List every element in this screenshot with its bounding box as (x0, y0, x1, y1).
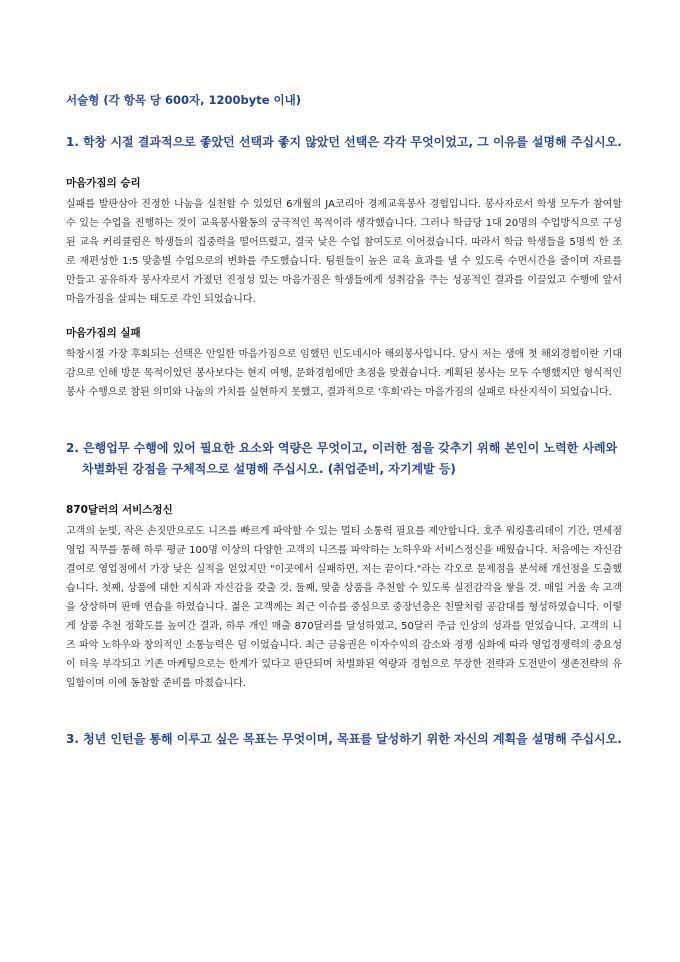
answer-1-1-text: 실패를 발판삼아 진정한 나눔을 실천할 수 있었던 6개월의 JA코리아 경제교육봉사 경험입니다. 봉사자로서 학생 모두가 참여할 수 있는 수업을 진행하는 것이 교육봉사활동의 궁극적인 목적이라 생각했습니다. 그러나 학급당 1대 20명의 수업방식으로 구성된 교육 커리큘럼은 학생들의 집중력을 떨어뜨렸고, 결국 낮은 수업 참여도로 이어졌습니다. 따라서 학급 학생들을 5명씩 한 조로 재편성한 1:5 맞춤별 수업으로의 변화를 주도했습니다. 팀원들이 높은 교육 효과를 낼 수 있도록 수면시간을 줄이며 자료를 만들고 공유하자 봉사자로서 가졌던 진정성 있는 마음가짐은 학생들에게 성취감을 주는 성공적인 결과를 이끌었고 수행에 앞서 마음가짐을 살피는 태도로 각인 되었습니다. (66, 199, 622, 305)
question-3: 3. 청년 인턴을 통해 이루고 싶은 목표는 무엇이며, 목표를 달성하기 위한 자신의 계획을 설명해 주십시오. (66, 732, 622, 746)
question-1: 1. 학창 시절 결과적으로 좋았던 선택과 좋지 않았던 선택은 각각 무엇이었고, 그 이유를 설명해 주십시오. (66, 135, 622, 149)
section-2 (66, 438, 622, 693)
answer-2-1-text: 고객의 눈빛, 작은 손짓만으로도 니즈를 빠르게 파악할 수 있는 멀티 소통력 필요를 제안합니다. 호주 워킹홀리데이 기간, 면세점 영업 직무를 통해 하루 평균 100명 이상의 다양한 고객의 니즈를 파악하는 노하우와 서비스정신을 배웠습니다. 처음에는 자신감 결여로 영업점에서 가장 낮은 실적을 얻었지만 "이곳에서 실패하면, 저는 끝이다."라는 각오로 문제점을 분석해 개선점을 도출했습니다. 첫째, 상품에 대한 지식과 자신감을 갖출 것. 둘째, 맞춤 상품을 추천할 수 있도록 실전감각을 쌓을 것. 매일 거울 속 고객을 상상하며 판매 연습을 하였습니다. 젊은 고객께는 최근 이슈를 중심으로 중장년층은 친딸처럼 공감대를 형성하였습니다. 이렇게 상품 추천 정확도를 높여간 결과, 하루 개인 매출 870달러를 달성하였고, 50달러 주급 인상의 성과를 얻었습니다. 고객의 니즈 파악 노하우와 창의적인 소통능력은 덤 이었습니다. 최근 금융권은 이자수익의 감소와 경쟁 심화에 따라 영업경쟁력의 중요성이 더욱 부각되고 기존 마케팅으로는 한계가 있다고 판단되며 차별화된 역량과 경험으로 무장한 전략과 도전만이 생존전략의 유일함이며 이에 동참할 준비를 마쳤습니다. (66, 526, 622, 689)
answer-1-1-title: 마음가짐의 승리 (66, 177, 141, 189)
answer-1-2-title: 마음가짐의 실패 (66, 327, 141, 339)
answer-2-1-title: 870달러의 서비스정신 (66, 504, 173, 516)
answer-1-2-text: 학창시절 가장 후회되는 선택은 안일한 마음가짐으로 임했던 인도네시아 해외봉사입니다. 당시 저는 생애 첫 해외경험이란 기대감으로 인해 방문 목적이었던 봉사보다는 현지 여행, 문화경험에만 초점을 맞췄습니다. 계획된 봉사는 모두 수행했지만 형식적인 봉사 수행으로 참된 의미와 나눔의 가치를 실현하지 못했고, 결과적으로 '후회'라는 마음가짐의 실패로 타산지석이 되었습니다. (66, 349, 622, 398)
question-2: 2. 은행업무 수행에 있어 필요한 요소와 역량은 무엇이고, 이러한 점을 갖추기 위해 본인이 노력한 사례와 차별화된 강점을 구체적으로 설명해 주십시오. (취업준비, 자기계발 등) (66, 441, 618, 476)
section-3 (66, 729, 622, 750)
document-subtitle: 서술형 (각 항목 당 600자, 1200byte 이내) (66, 93, 302, 107)
section-1 (66, 132, 622, 402)
